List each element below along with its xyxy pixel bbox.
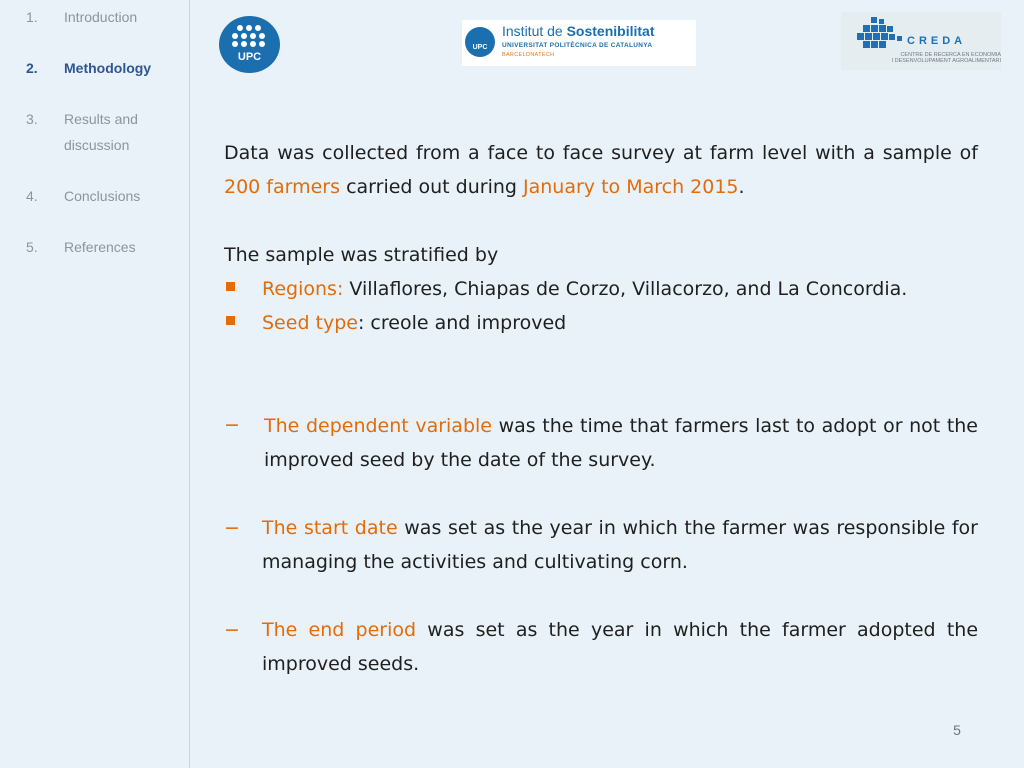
intro-paragraph <box>224 136 978 204</box>
is-logo-tagline: BARCELONATECH <box>502 52 555 58</box>
square-bullet-icon <box>226 316 235 325</box>
intro-text-3: . <box>738 176 745 198</box>
end-period-text: was set as the year in which the farmer adopted the improved seeds. <box>262 619 979 675</box>
nav-item-number: 1. <box>26 9 38 25</box>
dash-bullet-icon: − <box>224 619 240 641</box>
institut-sostenibilitat-logo <box>462 20 696 66</box>
is-logo-circle: UPC <box>465 27 495 57</box>
dash-bullet-icon: − <box>224 414 240 436</box>
dependent-variable-label: The dependent variable <box>264 415 492 437</box>
is-logo-title <box>502 23 655 39</box>
intro-text-2: carried out during <box>340 176 524 198</box>
upc-logo-text: UPC <box>237 51 262 63</box>
creda-logo-name: CREDA <box>907 35 967 47</box>
creda-logo <box>841 12 1001 70</box>
sidebar-nav <box>0 0 190 768</box>
creda-sub-line2: I DESENVOLUPAMENT AGROALIMENTARI <box>891 58 1001 64</box>
page-number: 5 <box>953 722 961 738</box>
creda-mosaic-icon <box>853 17 907 53</box>
stratified-heading: The sample was stratified by <box>224 244 499 266</box>
start-date-paragraph <box>262 511 978 579</box>
is-logo-title-b: Sostenibilitat <box>566 23 655 39</box>
nav-item-number: 4. <box>26 188 38 204</box>
end-period-paragraph <box>262 613 978 681</box>
intro-highlight-period: January to March 2015 <box>523 176 739 198</box>
creda-logo-subtitle <box>871 52 1001 64</box>
intro-text-1: Data was collected from a face to face survey at farm level with a sample of <box>224 142 978 164</box>
dash-bullet-icon: − <box>224 517 240 539</box>
start-date-label: The start date <box>262 517 398 539</box>
bullet-regions <box>262 272 978 306</box>
nav-item-label: Conclusions <box>64 188 141 204</box>
nav-item-label: Introduction <box>64 9 138 25</box>
bullet-regions-text: Villaflores, Chiapas de Corzo, Villacorzo, and La Concordia. <box>343 278 908 300</box>
start-date-text: was set as the year in which the farmer was responsible for managing the activities and cultivating corn. <box>262 517 978 573</box>
bullet-regions-label: Regions: <box>262 278 344 300</box>
nav-item-label: References <box>64 239 136 255</box>
nav-item-label: Methodology <box>64 60 152 76</box>
upc-dots-icon <box>219 16 280 73</box>
intro-highlight-farmers: 200 farmers <box>224 176 341 198</box>
dependent-variable-paragraph <box>264 409 978 477</box>
nav-item-number: 3. <box>26 111 38 127</box>
bullet-seed-label: Seed type <box>262 312 358 334</box>
nav-item-label: Results and discussion <box>64 111 138 153</box>
nav-item-number: 2. <box>26 60 38 76</box>
dependent-variable-text: was the time that farmers last to adopt or not the improved seed by the date of the survey. <box>264 415 979 471</box>
upc-logo <box>219 16 280 73</box>
is-logo-title-a: Institut de <box>502 23 567 39</box>
creda-sub-line1: CENTRE DE RECERCA EN ECONOMIA <box>900 52 1001 58</box>
is-logo-university: UNIVERSITAT POLITÈCNICA DE CATALUNYA <box>502 42 653 49</box>
bullet-seed-type <box>262 306 978 340</box>
end-period-label: The end period <box>262 619 417 641</box>
bullet-seed-text: : creole and improved <box>357 312 567 334</box>
nav-item-number: 5. <box>26 239 38 255</box>
square-bullet-icon <box>226 282 235 291</box>
